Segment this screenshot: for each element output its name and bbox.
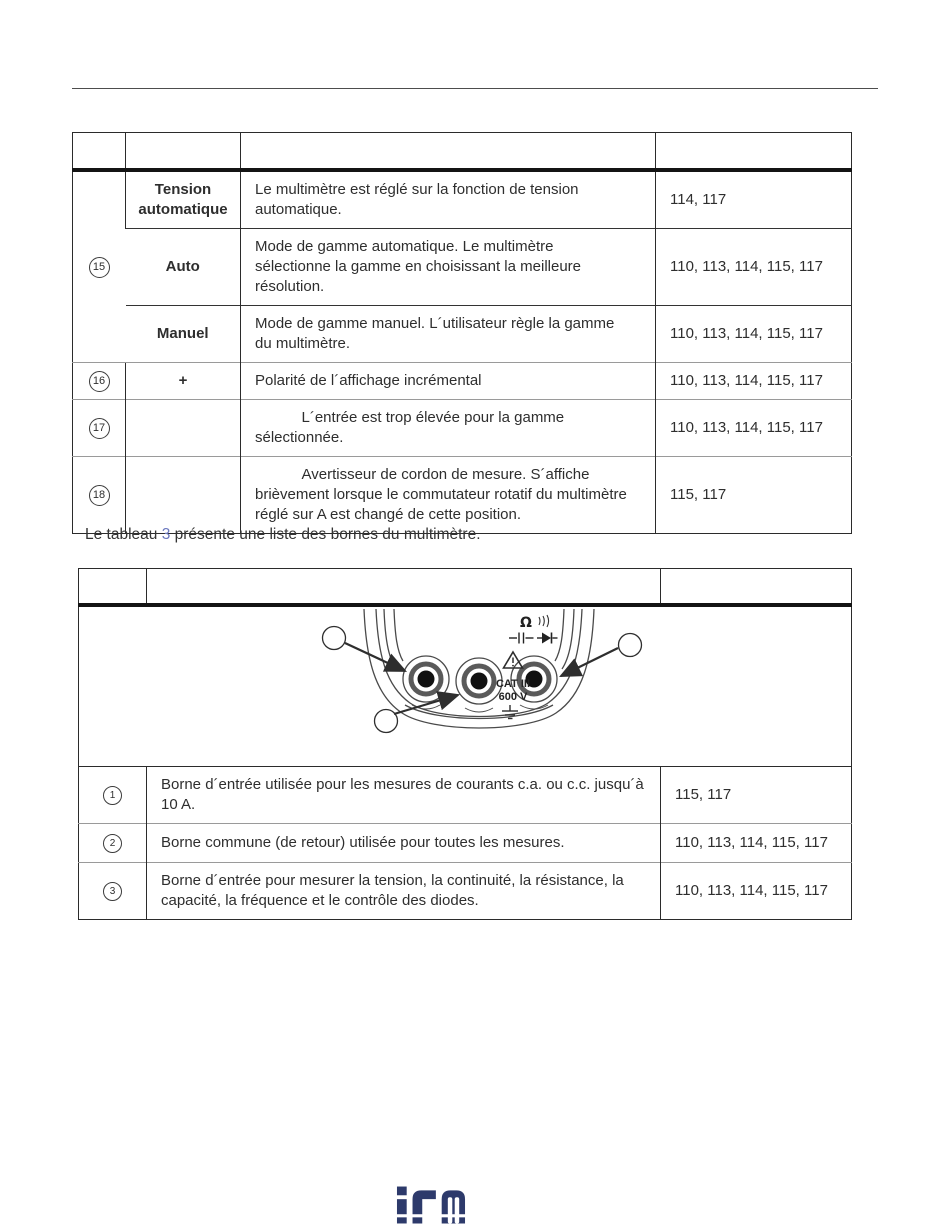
item-number-cell xyxy=(73,399,126,456)
item-number-cell xyxy=(73,456,126,533)
terminal-description: Borne commune (de retour) utilisée pour toutes les mesures. xyxy=(147,823,661,862)
item-number-cell xyxy=(73,362,126,399)
page-refs: 110, 113, 114, 115, 117 xyxy=(656,305,852,362)
header-pages xyxy=(661,569,852,605)
symbol-label xyxy=(126,456,241,533)
page-refs: 110, 113, 114, 115, 117 xyxy=(656,399,852,456)
header-desc xyxy=(147,569,661,605)
page-refs: 110, 113, 114, 115, 117 xyxy=(656,362,852,399)
item-number-badge: 2 xyxy=(103,834,122,853)
intro-sentence xyxy=(85,526,481,544)
svg-text:Ω: Ω xyxy=(520,614,532,631)
page-refs: 110, 113, 114, 115, 117 xyxy=(661,823,852,862)
table-row xyxy=(73,399,852,456)
page-refs: 115, 117 xyxy=(656,456,852,533)
page-refs: 114, 117 xyxy=(656,170,852,229)
diode-icon xyxy=(537,632,558,643)
multimeter-figure-cell xyxy=(79,605,852,767)
header-desc xyxy=(241,133,656,170)
item-number-badge: 3 xyxy=(103,882,122,901)
item-number-cell xyxy=(79,823,147,862)
table-row xyxy=(79,766,852,823)
multimeter-terminals-illustration xyxy=(79,607,849,760)
table-row xyxy=(79,823,852,862)
cat-rating-label: CAT III xyxy=(495,677,531,690)
symbols-table xyxy=(72,132,852,534)
intro-prefix: Le tableau xyxy=(85,526,162,543)
intro-suffix: présente une liste des bornes du multimètre. xyxy=(170,526,481,543)
symbol-description: Avertisseur de cordon de mesure. S´affiche brièvement lorsque le commutateur rotatif du multimètre réglé sur A est changé de cette position. xyxy=(241,456,656,533)
table-header-row xyxy=(79,569,852,605)
symbol-description: Le multimètre est réglé sur la fonction de tension automatique. xyxy=(241,170,656,229)
symbol-description: L´entrée est trop élevée pour la gamme sélectionnée. xyxy=(241,399,656,456)
callout-3-circle xyxy=(619,633,642,656)
itm-logo xyxy=(396,1186,466,1224)
header-item xyxy=(79,569,147,605)
page-refs: 115, 117 xyxy=(661,766,852,823)
item-number-badge: 15 xyxy=(89,257,110,278)
figure-row xyxy=(79,605,852,767)
ohm-continuity-icon xyxy=(520,615,549,631)
itm-logo-icon xyxy=(396,1186,466,1224)
page-refs: 110, 113, 114, 115, 117 xyxy=(656,228,852,305)
header-item xyxy=(73,133,126,170)
table-header-row xyxy=(73,133,852,170)
capacitance-icon xyxy=(509,632,534,643)
item-number-cell xyxy=(79,766,147,823)
amps-jack xyxy=(403,656,449,702)
table-row xyxy=(73,456,852,533)
table-row xyxy=(73,228,852,305)
table-row xyxy=(73,170,852,229)
table-row xyxy=(79,862,852,919)
item-number-badge: 16 xyxy=(89,371,110,392)
symbol-label: Tension automatique xyxy=(126,170,241,229)
symbol-label: Auto xyxy=(126,228,241,305)
terminals-table xyxy=(78,568,852,920)
item-number-badge: 17 xyxy=(89,418,110,439)
terminal-description: Borne d´entrée utilisée pour les mesures de courants c.a. ou c.c. jusqu´à 10 A. xyxy=(147,766,661,823)
table-row xyxy=(73,362,852,399)
item-number-cell xyxy=(73,170,126,363)
header-symbol xyxy=(126,133,241,170)
terminal-description: Borne d´entrée pour mesurer la tension, la continuité, la résistance, la capacité, la fréquence et le contrôle des diodes. xyxy=(147,862,661,919)
page-refs: 110, 113, 114, 115, 117 xyxy=(661,862,852,919)
header-pages xyxy=(656,133,852,170)
symbol-label xyxy=(126,399,241,456)
voltage-rating-label: 600 V xyxy=(498,690,528,703)
symbol-description: Mode de gamme manuel. L´utilisateur règle la gamme du multimètre. xyxy=(241,305,656,362)
item-number-cell xyxy=(79,862,147,919)
item-number-badge: 1 xyxy=(103,786,122,805)
table-row xyxy=(73,305,852,362)
callout-1-circle xyxy=(323,626,346,649)
symbol-description: Mode de gamme automatique. Le multimètre sélectionne la gamme en choisissant la meilleure résolution. xyxy=(241,228,656,305)
header-rule xyxy=(72,88,878,89)
symbol-label: Manuel xyxy=(126,305,241,362)
symbol-description: Polarité de l´affichage incrémental xyxy=(241,362,656,399)
item-number-badge: 18 xyxy=(89,485,110,506)
plus-symbol: + xyxy=(126,362,241,399)
table-3-link[interactable]: 3 xyxy=(161,526,171,543)
